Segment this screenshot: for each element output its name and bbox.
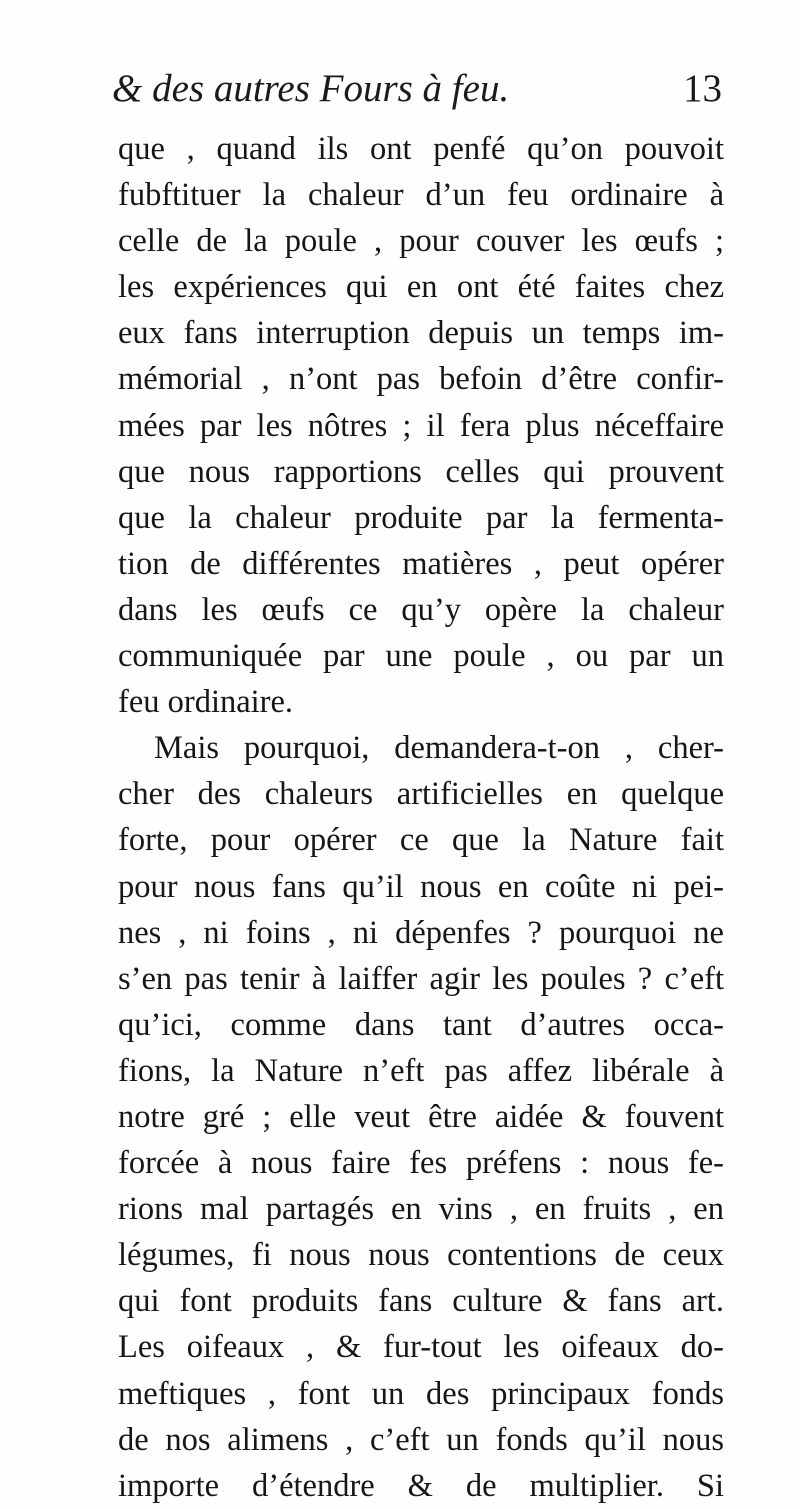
text-line: fions, la Nature n’eft pas affez libérale à <box>118 1052 724 1089</box>
text-line: que , quand ils ont penfé qu’on pouvoit <box>118 131 724 167</box>
text-line: que la chaleur produite par la fermenta- <box>118 499 724 536</box>
body-text <box>118 126 724 1509</box>
running-head-title: & des autres Fours à feu. <box>112 67 510 110</box>
text-line: que nous rapportions celles qui prouvent <box>118 453 724 490</box>
text-line: tion de différentes matières , peut opérer <box>118 545 724 582</box>
text-line: s’en pas tenir à laiffer agir les poules ? c’eft <box>118 960 724 997</box>
text-line: les expériences qui en ont été faites chez <box>118 269 724 306</box>
text-line: importe d’étendre & de multiplier. Si <box>118 1467 724 1504</box>
paragraph-end-line: feu ordinaire. <box>118 684 294 721</box>
text-line: rions mal partagés en vins , en fruits , en <box>118 1191 724 1228</box>
text-line: qu’ici, comme dans tant d’autres occa- <box>118 1006 724 1043</box>
text-line: meftiques , font un des principaux fonds <box>118 1375 724 1412</box>
text-line: mémorial , n’ont pas befoin d’être confir- <box>118 361 724 398</box>
text-line: fubftituer la chaleur d’un feu ordinaire à <box>118 177 724 214</box>
text-line: communiquée par une poule , ou par un <box>118 638 724 675</box>
paragraph-start-line: Mais pourquoi, demandera-t-on , cher- <box>154 730 724 767</box>
text-line: forte, pour opérer ce que la Nature fait <box>118 822 724 859</box>
text-line: mées par les nôtres ; il fera plus néceffaire <box>118 407 724 444</box>
text-line: qui font produits fans culture & fans art. <box>118 1283 724 1320</box>
text-line: dans les œufs ce qu’y opère la chaleur <box>118 591 724 628</box>
text-line: notre gré ; elle veut être aidée & fouvent <box>118 1098 724 1135</box>
text-line: légumes, fi nous nous contentions de ceux <box>118 1237 724 1274</box>
text-line: eux fans interruption depuis un temps im- <box>118 315 724 352</box>
text-line: cher des chaleurs artificielles en quelque <box>118 776 724 813</box>
text-line: de nos alimens , c’eft un fonds qu’il nous <box>118 1421 724 1458</box>
text-line: nes , ni foins , ni dépenfes ? pourquoi ne <box>118 914 724 951</box>
page-number: 13 <box>683 67 722 110</box>
text-line: forcée à nous faire fes préfens : nous fe- <box>118 1145 724 1182</box>
text-line: pour nous fans qu’il nous en coûte ni pei- <box>118 868 724 905</box>
text-line: Les oifeaux , & fur-tout les oifeaux do- <box>118 1329 724 1366</box>
text-line: celle de la poule , pour couver les œufs ; <box>118 223 724 260</box>
running-head <box>112 66 722 114</box>
